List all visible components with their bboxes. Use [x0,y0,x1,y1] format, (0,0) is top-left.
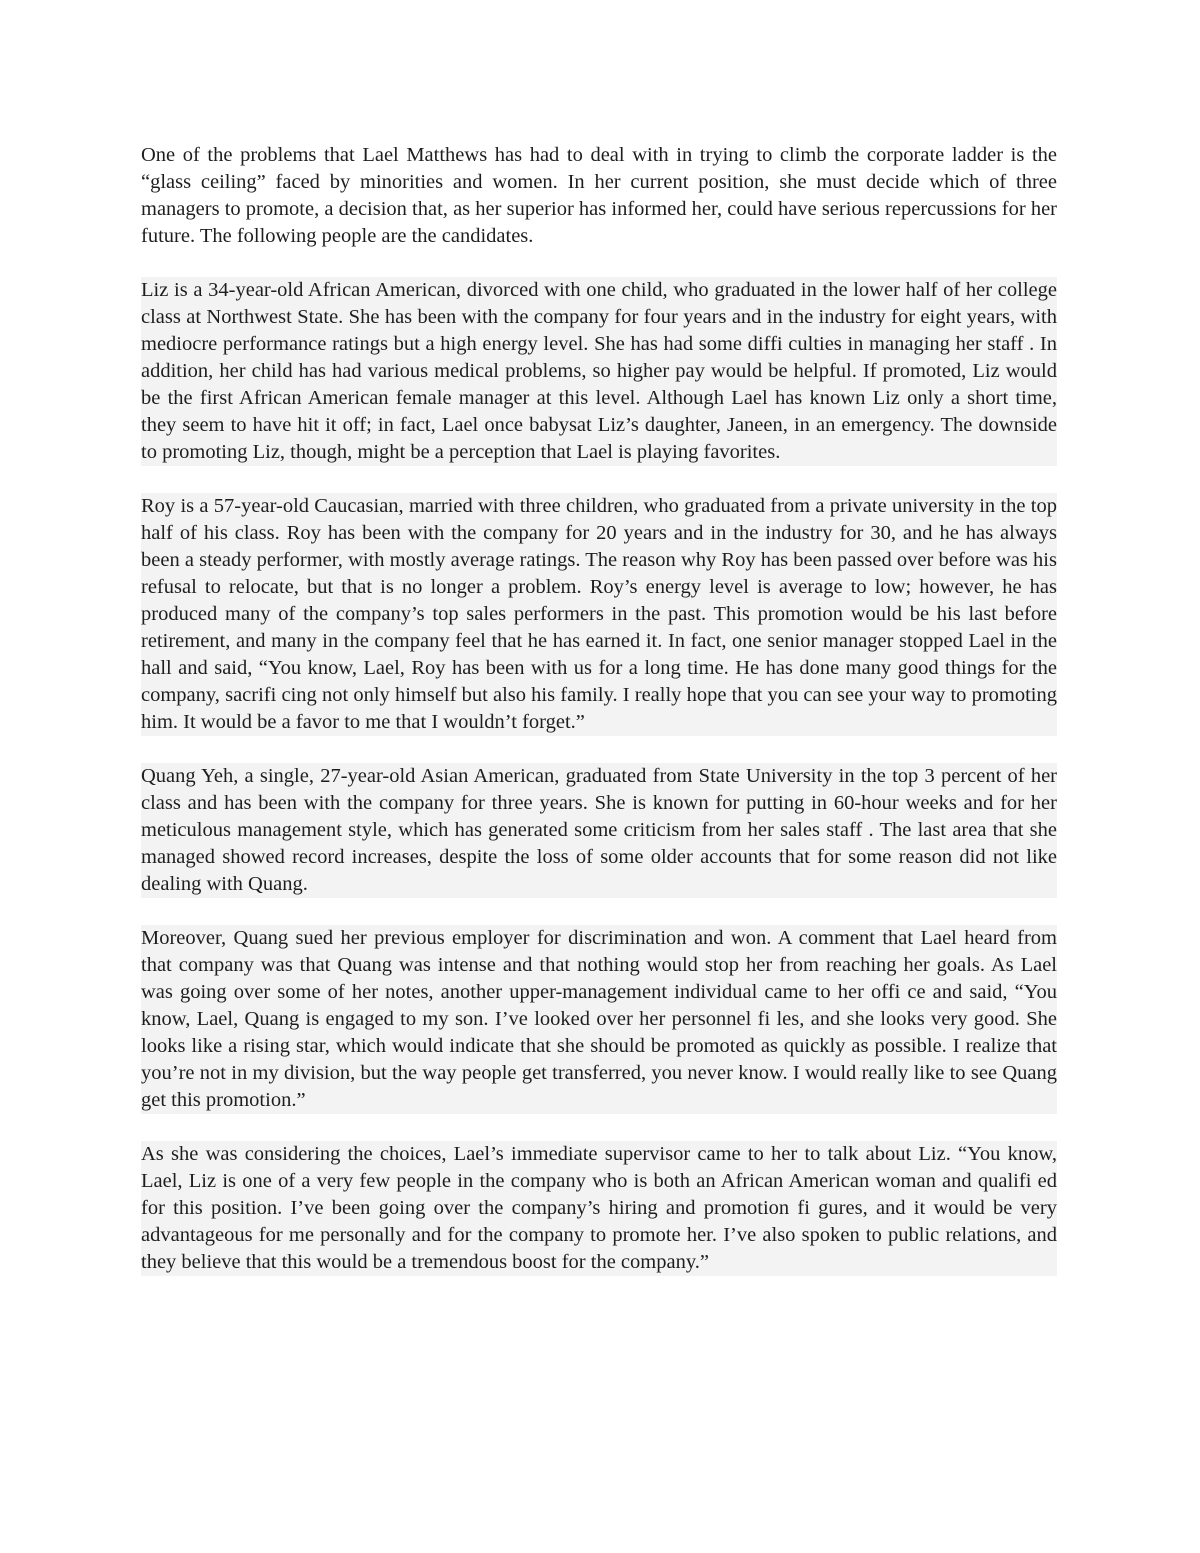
paragraph-quang: Quang Yeh, a single, 27-year-old Asian American, graduated from State University in the top 3 percent of her class and has been with the company for three years. She is known for putting in 60-hour weeks and for her meticulous management style, which has generated some criticism from her sales staff . The last area that she managed showed record increases, despite the loss of some older accounts that for some reason did not like dealing with Quang. [141,763,1057,898]
paragraph-supervisor: As she was considering the choices, Lael’s immediate supervisor came to her to talk about Liz. “You know, Lael, Liz is one of a very few people in the company who is both an African American woman and qualifi ed for this position. I’ve been going over the company’s hiring and promotion fi gures, and it would be very advantageous for me personally and for the company to promote her. I’ve also spoken to public relations, and they believe that this would be a tremendous boost for the company.” [141,1141,1057,1276]
paragraph-intro: One of the problems that Lael Matthews has had to deal with in trying to climb the corporate ladder is the “glass ceiling” faced by minorities and women. In her current position, she must decide which of three managers to promote, a decision that, as her superior has informed her, could have serious repercussions for her future. The following people are the candidates. [141,144,1057,247]
document-body [141,142,1057,1303]
paragraph-roy: Roy is a 57-year-old Caucasian, married with three children, who graduated from a private university in the top half of his class. Roy has been with the company for 20 years and in the industry for 30, and he has always been a steady performer, with mostly average ratings. The reason why Roy has been passed over before was his refusal to relocate, but that is no longer a problem. Roy’s energy level is average to low; however, he has produced many of the company’s top sales performers in the past. This promotion would be his last before retirement, and many in the company feel that he has earned it. In fact, one senior manager stopped Lael in the hall and said, “You know, Lael, Roy has been with us for a long time. He has done many good things for the company, sacrifi cing not only himself but also his family. I really hope that you can see your way to promoting him. It would be a favor to me that I wouldn’t forget.” [141,493,1057,736]
paragraph-liz: Liz is a 34-year-old African American, divorced with one child, who graduated in the lower half of her college class at Northwest State. She has been with the company for four years and in the industry for eight years, with mediocre performance ratings but a high energy level. She has had some diffi culties in managing her staff . In addition, her child has had various medical problems, so higher pay would be helpful. If promoted, Liz would be the first African American female manager at this level. Although Lael has known Liz only a short time, they seem to have hit it off; in fact, Lael once babysat Liz’s daughter, Janeen, in an emergency. The downside to promoting Liz, though, might be a perception that Lael is playing favorites. [141,277,1057,466]
paragraph-quang-continued: Moreover, Quang sued her previous employer for discrimination and won. A comment that Lael heard from that company was that Quang was intense and that nothing would stop her from reaching her goals. As Lael was going over some of her notes, another upper-management individual came to her offi ce and said, “You know, Lael, Quang is engaged to my son. I’ve looked over her personnel fi les, and she looks very good. She looks like a rising star, which would indicate that she should be promoted as quickly as possible. I realize that you’re not in my division, but the way people get transferred, you never know. I would really like to see Quang get this promotion.” [141,925,1057,1114]
